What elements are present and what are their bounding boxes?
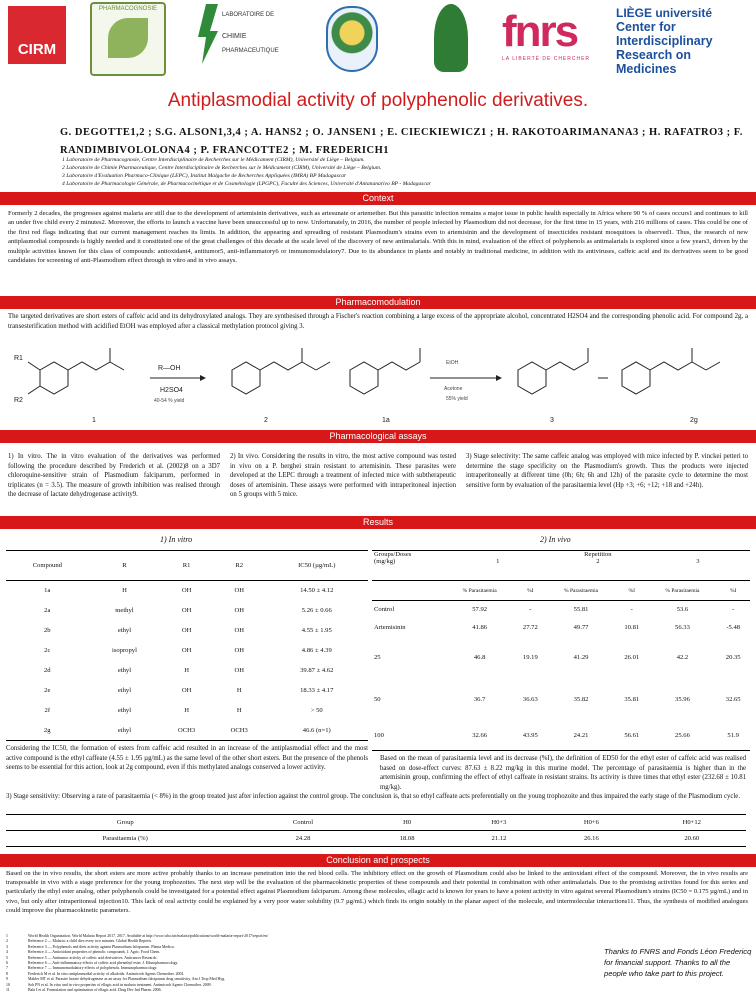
table-cell: 2d [44, 667, 51, 674]
structure-2g [622, 348, 720, 394]
table-cell: 24.21 [573, 731, 589, 739]
table-cell: 25.66 [675, 731, 690, 739]
table-cell: 41.86 [472, 624, 488, 631]
structure-2 [232, 348, 330, 394]
table-row [6, 721, 368, 741]
reference-text: Frederich M et al. In vitro antiplasmodial activity of alkaloids. Antimicrob Agents Chemother. 2002. [28, 971, 185, 976]
reference-text: Reference 6 — Anti-inflammatory effects of caffeic acid phenethyl ester. J. Ethnopharmacology. [28, 961, 179, 966]
table-cell: Control [374, 606, 395, 614]
table-cell: 53.6 [676, 606, 689, 614]
structure-3 [518, 348, 588, 394]
table-cell: 10.81 [624, 624, 640, 631]
stage-cell: 21.12 [491, 835, 507, 842]
table-cell: 2a [44, 607, 51, 614]
scheme-r1: R1 [14, 355, 23, 362]
synthesis-scheme-svg [10, 340, 746, 428]
col-groups-doses [372, 551, 446, 581]
scheme-label-1: 1 [92, 417, 96, 424]
table-cell: OH [234, 587, 244, 595]
affiliation-4: 4 Laboratoire de Pharmacologie Générale, de Pharmacocinétique et de Cosmétologie (LPGPC), Faculté des Sciences, Université d'Antananarivo BP - Madagascar [62, 181, 431, 187]
table-cell: 35.96 [675, 696, 690, 703]
reference-text: Soh PN et al. In vitro and in vivo properties of ellagic acid in malaria treatment. Antimicrob Agents Chemother. 2009. [28, 982, 212, 987]
context-header: Context [0, 192, 756, 205]
reference-number: 9 [6, 977, 8, 982]
reference-text: Makler MT et al. Parasite lactate dehydrogenase as an assay for Plasmodium falciparum drug sensitivity. Am J Trop Med Hyg. [28, 977, 226, 982]
liege-cirm-logo [616, 6, 754, 76]
table-cell: -5.48 [726, 624, 741, 631]
table-row [6, 641, 368, 661]
reference-text: Reference 2 — Malaria: a child dies every two minutes. Global Health Reports. [28, 939, 153, 944]
table-cell: 46.6 (n=1) [302, 726, 331, 734]
table-cell: 26.01 [624, 654, 640, 661]
reagent-etoh: EtOH [446, 360, 459, 366]
table-cell: - [732, 606, 735, 614]
table-cell: OH [234, 647, 244, 654]
references-list [6, 934, 606, 993]
table-cell: 2e [44, 687, 51, 694]
table-cell: ethyl [117, 707, 132, 714]
reference-number: 4 [6, 950, 8, 955]
reference-text: Reference 5 — Antitumor activity of caffeic acid derivatives. Anticancer Research. [28, 955, 158, 960]
table-cell: H [184, 667, 189, 674]
table-row [6, 661, 368, 681]
in-vitro-table-body [6, 581, 368, 741]
scheme-label-2: 2 [264, 417, 268, 424]
table-cell: OH [234, 607, 244, 614]
affiliation-3: 3 Laboratoire d'Evaluation Pharmaco-Clinique (LEPC), Institut Malgache de Recherches Appliquées (IMRA) BP Madagascar [62, 173, 347, 179]
table-cell: > 50 [310, 707, 323, 714]
in-vitro-heading: 1) In vitro [160, 535, 193, 544]
table-cell: OH [234, 667, 244, 674]
conclusion-text: Based on the in vivo results, the short esters are more active probably thanks to an increase penetration into the red blood cells. The inhibitory effect on the growth of Plasmodium could also be linked to the antioxidant effect of the compound. Moreover, the in vivo results are transposable in vivo with a stage preference for the young trophozoites. The next step will be the evaluation of the pharmacokinetic properties of these compounds and their potential in combination with other antimalarials. Due to the promising activities found for this series and particularly the ethyl ester analog, other polyphenols could be investigated for a potential effect against Plasmodium falciparum. Among these molecules, ellagic acid is known for years to have a potent activity in vitro against several Plasmodium's strains (IC50 = 0.175 µg/mL) and in vivo, but only after intraperitoneal injection10. This lack of oral activity could be explained by a very poor water solubility (9.7 µg/mL) which finds its origin notably in the planar aspect of the molecule, and intermolecular interactions11. Thus, the synthesis of modified analogues could improve the pharmacokinetic parameters. [6, 870, 748, 914]
scheme-label-1a: 1a [382, 417, 390, 424]
reference-number: 2 [6, 939, 8, 944]
table-cell: 51.9 [727, 731, 739, 739]
stage-cell: Parasitaemia (%) [102, 835, 148, 842]
reference-text: Bala I et al. Formulation and optimisation of ellagic acid. Drug Dev Ind Pharm. 2006. [28, 988, 162, 993]
stage-table [6, 814, 746, 847]
table-cell: 27.72 [522, 624, 538, 631]
reference-text: Reference 4 — Antioxidant properties of phenolic compounds. J. Agric. Food Chem. [28, 950, 161, 955]
reference-number: 11 [6, 988, 10, 993]
reference-item [6, 988, 606, 993]
structure-1a [350, 348, 420, 394]
reaction-arrow-2-head [496, 375, 502, 381]
reference-text: World Health Organization. World Malaria Report 2017. 2017. Available at http://www.who.int/malaria/publications/world-malaria-report-2017/report/en/ [28, 934, 269, 938]
reference-number: 5 [6, 955, 8, 960]
table-cell: 32.66 [472, 731, 488, 739]
table-cell: ethyl [117, 667, 132, 674]
table-cell: OCH3 [177, 726, 196, 734]
table-cell: 46.8 [473, 654, 486, 661]
stage-cell: 24.28 [295, 835, 311, 842]
col-r1: R1 [182, 562, 191, 569]
structure-1 [28, 348, 124, 394]
rep-3: 3 [696, 558, 700, 565]
stage-row-parasitaemia [6, 831, 746, 847]
table-cell: 50 [374, 696, 381, 703]
in-vitro-table [6, 550, 368, 741]
stage-col-h0-6: H0+6 [583, 819, 599, 826]
in-vivo-heading: 2) In vivo [540, 535, 571, 544]
table-row [372, 679, 750, 721]
liege-line-2: Center for Interdisciplinary [616, 20, 713, 48]
table-cell: Artemisinin [374, 624, 406, 631]
discussion-in-vivo: Based on the mean of parasitaemia level and its decrease (%I), the definition of ED50 for the ethyl ester of caffeic acid was realised based on dose-effect curves: 87.63 ± 8.22 mg/kg in this murine model. The percentage of parasitaemia is higher than in the artemisinin group, confirming the effect of ethyl caffeate in resistant strains. Its activity is three times that ethyl ester (232.68 ± 10.81 mg/kg). [380, 755, 746, 791]
table-cell: 35.82 [573, 696, 589, 703]
reference-text: Reference 7 — Immunomodulatory effects of polyphenols. Immunopharmacology. [28, 966, 158, 971]
table-cell: H [184, 707, 189, 714]
table-cell: 36.7 [473, 696, 486, 703]
table-cell: 14.50 ± 4.12 [300, 587, 334, 595]
table-cell: OCH3 [230, 726, 248, 734]
table-row [6, 621, 368, 641]
leaf-icon [108, 18, 148, 58]
table-row [372, 601, 750, 619]
col-ic50: IC50 (µg/mL) [298, 562, 336, 569]
subheader-parasitaemia-2: % Parasitaemia [564, 587, 599, 594]
table-cell: OH [234, 627, 244, 634]
table-cell: 2b [44, 627, 51, 634]
table-cell: OH [181, 587, 192, 595]
reference-number: 1 [6, 934, 8, 938]
pharmacognosie-logo [90, 2, 166, 76]
reagent-roh: R—OH [158, 365, 181, 372]
table-cell: 39.87 ± 4.62 [300, 667, 334, 674]
table-row [6, 601, 368, 621]
reference-number: 3 [6, 944, 8, 949]
green-leaf-logo [434, 4, 468, 72]
assay-in-vitro: 1) In vitro. The in vitro evaluation of the derivatives was performed following the procedure described by Frederich et al. (2002)8 on a 3D7 chloroquine-sensitive strain of Plasmodium falciparum, performed in triplicates (n = 3.5). The measure of growth inhibition was realised through the decrease of lactate dehydrogenase activity9. [8, 453, 220, 498]
table-cell: isopropyl [111, 647, 137, 654]
table-cell: 2c [44, 647, 51, 654]
col-repetition [446, 551, 750, 581]
table-cell: H [236, 687, 242, 694]
stage-cell: 26.16 [583, 835, 599, 842]
table-cell: H [236, 707, 242, 714]
table-cell: 55.81 [573, 606, 589, 614]
table-cell: OH [181, 607, 192, 614]
table-cell: 41.29 [573, 654, 589, 661]
col-r2: R2 [235, 562, 244, 569]
conclusion-header: Conclusion and prospects [0, 854, 756, 867]
affiliation-2: 2 Laboratoire de Chimie Pharmaceutique, Centre Interdisciplinaire de Recherches sur le Médicament (CIRM), Université de Liège – Belgium. [62, 165, 382, 171]
pharmacomodulation-text: The targeted derivatives are short esters of caffeic acid and its dehydroxylated analogs. They are synthesised through a Fischer's reaction combining a large excess of the appropriate alcohol, concentrated H2SO4 and the corresponding phenolic acid. For compound 2g, a transesterification method with acidified EtOH was employed after a classical methylation protocol giving 3. [8, 313, 748, 330]
university-crest-logo [326, 6, 378, 72]
table-cell: OH [181, 647, 192, 654]
table-cell: 35.81 [624, 696, 640, 703]
table-row [372, 721, 750, 751]
synthesis-scheme [10, 340, 746, 428]
table-row [372, 619, 750, 637]
table-cell: - [630, 606, 633, 614]
table-cell: 5.26 ± 0.66 [301, 607, 332, 614]
table-cell: 1a [44, 587, 51, 595]
table-cell: ethyl [117, 726, 132, 734]
table-cell: OH [181, 687, 192, 694]
in-vivo-table [372, 550, 750, 751]
chimie-pharmaceutique-logo [196, 4, 288, 70]
cirm-logo-text: CIRM [17, 41, 57, 58]
liege-line-1: LIÈGE université [616, 6, 713, 20]
stage-cell: 18.08 [399, 835, 415, 842]
subheader-inhibition-1: %I [527, 587, 534, 594]
scheme-label-3: 3 [550, 417, 554, 424]
pharmacognosie-logo-text: PHARMACOGNOSIE [98, 6, 157, 12]
fnrs-logo-text: fnrs [502, 7, 578, 56]
acknowledgements: Thanks to FNRS and Fonds Léon Fredericq for financial support. Thanks to all the people who take part to this project. [604, 947, 752, 978]
reagent-acetone: Acetone [444, 386, 463, 392]
yield-note-2: 55% yield [446, 396, 468, 402]
rep-1: 1 [496, 558, 500, 565]
table-cell: 36.63 [522, 696, 538, 703]
subheader-parasitaemia-1: % Parasitaemia [462, 587, 497, 594]
groups-doses-label: Groups/Doses [374, 551, 412, 558]
author-list: G. DEGOTTE1,2 ; S.G. ALSON1,3,4 ; A. HANS2 ; O. JANSEN1 ; E. CIECKIEWICZ1 ; H. RAKOTOARIMANANA3 ; H. RAFATRO3 ; F. RANDIMBIVOLOLONA4 ; P. FRANCOTTE2 ; M. FREDERICH1 [60, 127, 743, 156]
scheme-r2: R2 [14, 397, 23, 404]
subheader-parasitaemia-3: % Parasitaemia [665, 587, 700, 594]
table-cell: 20.35 [725, 654, 741, 661]
table-cell: 4.55 ± 1.95 [301, 627, 332, 634]
table-cell: 25 [374, 654, 381, 661]
reference-number: 10 [6, 982, 10, 987]
table-cell: 42.2 [676, 654, 689, 661]
assay-stage-selectivity: 3) Stage selectivity: The same caffeic analog was employed with mice infected by P. vinckei petteri to determine the stage specificity on the Plasmodium's growth. Thus the products were injected intraperitoneally at different time (0h; 6h; 6h and 12h) of the parasite cycle to determine the most sensitive form by evaluation of the parasitaemia level (Hp +3; +6; +12; +18 and +24h). [466, 453, 748, 489]
table-cell: ethyl [117, 687, 132, 694]
stage-col-control: Control [292, 819, 314, 826]
labo-line-1: LABORATOIRE DE [222, 12, 275, 18]
stage-col-group: Group [116, 819, 134, 826]
lightning-icon [198, 4, 218, 64]
labo-line-3: PHARMACEUTIQUE [222, 48, 279, 54]
assays-header: Pharmacological assays [0, 430, 756, 443]
reference-number: 8 [6, 971, 8, 976]
repetition-label: Repetition [584, 551, 612, 558]
table-row [6, 681, 368, 701]
in-vivo-table-body [372, 601, 750, 751]
rep-2: 2 [596, 558, 600, 565]
table-row [372, 637, 750, 679]
table-cell: 4.86 ± 4.39 [301, 647, 332, 654]
table-cell: 43.95 [522, 731, 538, 739]
table-cell: 32.65 [725, 696, 741, 703]
table-cell: 2g [44, 726, 51, 734]
reference-number: 7 [6, 966, 8, 971]
table-cell: 57.92 [472, 606, 488, 614]
pharmacomodulation-header: Pharmacomodulation [0, 296, 756, 309]
labo-line-2: CHIMIE [222, 33, 247, 40]
logo-bar [0, 0, 756, 84]
reference-text: Reference 3 — Polyphenols and their activity against Plasmodium falciparum. Planta Medica. [28, 944, 175, 949]
stage-col-h0: H0 [403, 819, 412, 826]
table-cell: 2f [44, 707, 51, 714]
reference-number: 6 [6, 961, 8, 966]
col-r: R [122, 562, 127, 569]
table-cell: 56.33 [675, 624, 690, 631]
fnrs-logo [502, 8, 608, 70]
table-row [6, 701, 368, 721]
stage-cell: 20.60 [684, 835, 700, 842]
table-cell: OH [181, 627, 192, 634]
table-cell: 18.33 ± 4.17 [300, 687, 334, 694]
col-compound: Compound [32, 562, 62, 569]
table-cell: 19.19 [522, 654, 538, 661]
affiliations [62, 156, 742, 188]
poster-title: Antiplasmodial activity of polyphenolic derivatives. [167, 90, 589, 111]
fnrs-tagline: LA LIBERTÉ DE CHERCHER [502, 56, 591, 62]
cirm-logo [8, 6, 66, 64]
discussion-in-vitro: Considering the IC50, the formation of esters from caffeic acid resulted in an increase of the antiplasmodial effect and the most active compound is the ethyl caffeate (4.55 ± 1.95 µg/mL) as the same level of the other short esters. But the presence of the phenols seems to be essential for this action, look at 2g compound, even if this methylated analogs conserved a lower activity. [6, 745, 368, 772]
table-cell: 49.77 [573, 624, 589, 631]
reaction-arrow-1-head [200, 375, 206, 381]
table-row [6, 581, 368, 601]
reagent-h2so4: H2SO4 [160, 387, 183, 394]
results-header: Results [0, 516, 756, 529]
stage-sensitivity-text: 3) Stage sensitivity: Observing a rate of parasitaemia (< 8%) in the group treated just after infection against the control group. The conclusion is, that so ethyl caffeate acts preferentially on the young trophozoite and thus impaired the early stage of the Plasmodium cycle. [6, 793, 741, 800]
liege-line-3: Research on Medicines [616, 48, 692, 76]
table-cell: - [529, 606, 532, 614]
table-cell: methyl [115, 607, 134, 614]
context-text: Formerly 2 decades, the progresses against malaria are still due to the development of artemisinin derivatives, such as artesunate or artemether. But this parasitic infection remains a major issue in public health especially in Africa where 90 % of cases occurs1 and continues to kill an under five child every 2 minutes2. Moreover, the efforts to launch a vaccine have been unsuccessful up to now. Unfortunately, in 2016, the number of people infected by Plasmodium did not decrease, for the first time in 15 years, with 216 millions of cases. This could be one of the first red flags indicating that our current management reaches its limits. In addition, the appearing and spreading of resistant Plasmodium's strains even to artemisinin and the development of insecticides resistant mosquitoes is observed1. Thus, the research of new antiplasmodial compounds is highly needed and it constituted one of the great challenges of this decade at the scale level of the discovery of new antimalarials. With this in mind, evaluation of the effect of polyphenols as antimalarials is explored since a few years3, driven by the multiple activities known for this class of compounds: antioxidant4, antitumor5, anti-inflammatory6 or immunomodulatory7. Due to its abundance in plants and notably in traditional medicine, in addition with its antiviruses, caffeic acid and its derivatives seem to be good candidates for screening of anti-Plasmodium effect through in vitro and in vivo assays. [8, 210, 748, 265]
dose-unit-label: (mg/kg) [374, 558, 396, 565]
affiliation-1: 1 Laboratoire de Pharmacognosie, Centre Interdisciplinaire de Recherches sur le Médicament (CIRM), Université de Liège – Belgium. [62, 157, 365, 163]
yield-note-1: 40-54 % yield [154, 398, 185, 404]
table-cell: 100 [374, 731, 384, 739]
stage-col-h0-3: H0+3 [491, 819, 507, 826]
in-vivo-subheader-row [372, 581, 750, 601]
table-cell: H [122, 587, 127, 595]
subheader-inhibition-3: %I [729, 587, 737, 594]
subheader-inhibition-2: %I [628, 587, 635, 594]
table-cell: ethyl [117, 627, 132, 634]
table-cell: 56.61 [624, 731, 640, 739]
stage-col-h0-12: H0+12 [682, 819, 701, 826]
scheme-label-2g: 2g [690, 417, 698, 424]
assay-in-vivo: 2) In vivo. Considering the results in vitro, the most active compound was tested in vivo on a P. berghei strain resistant to artemisinin. These parasites were developed at the LEPC through a treatment of infected mice with subtherapeutic doses of artemisinin. These assays were performed with intraperitoneal injection on 5 groups with 5 mice. [230, 453, 456, 498]
